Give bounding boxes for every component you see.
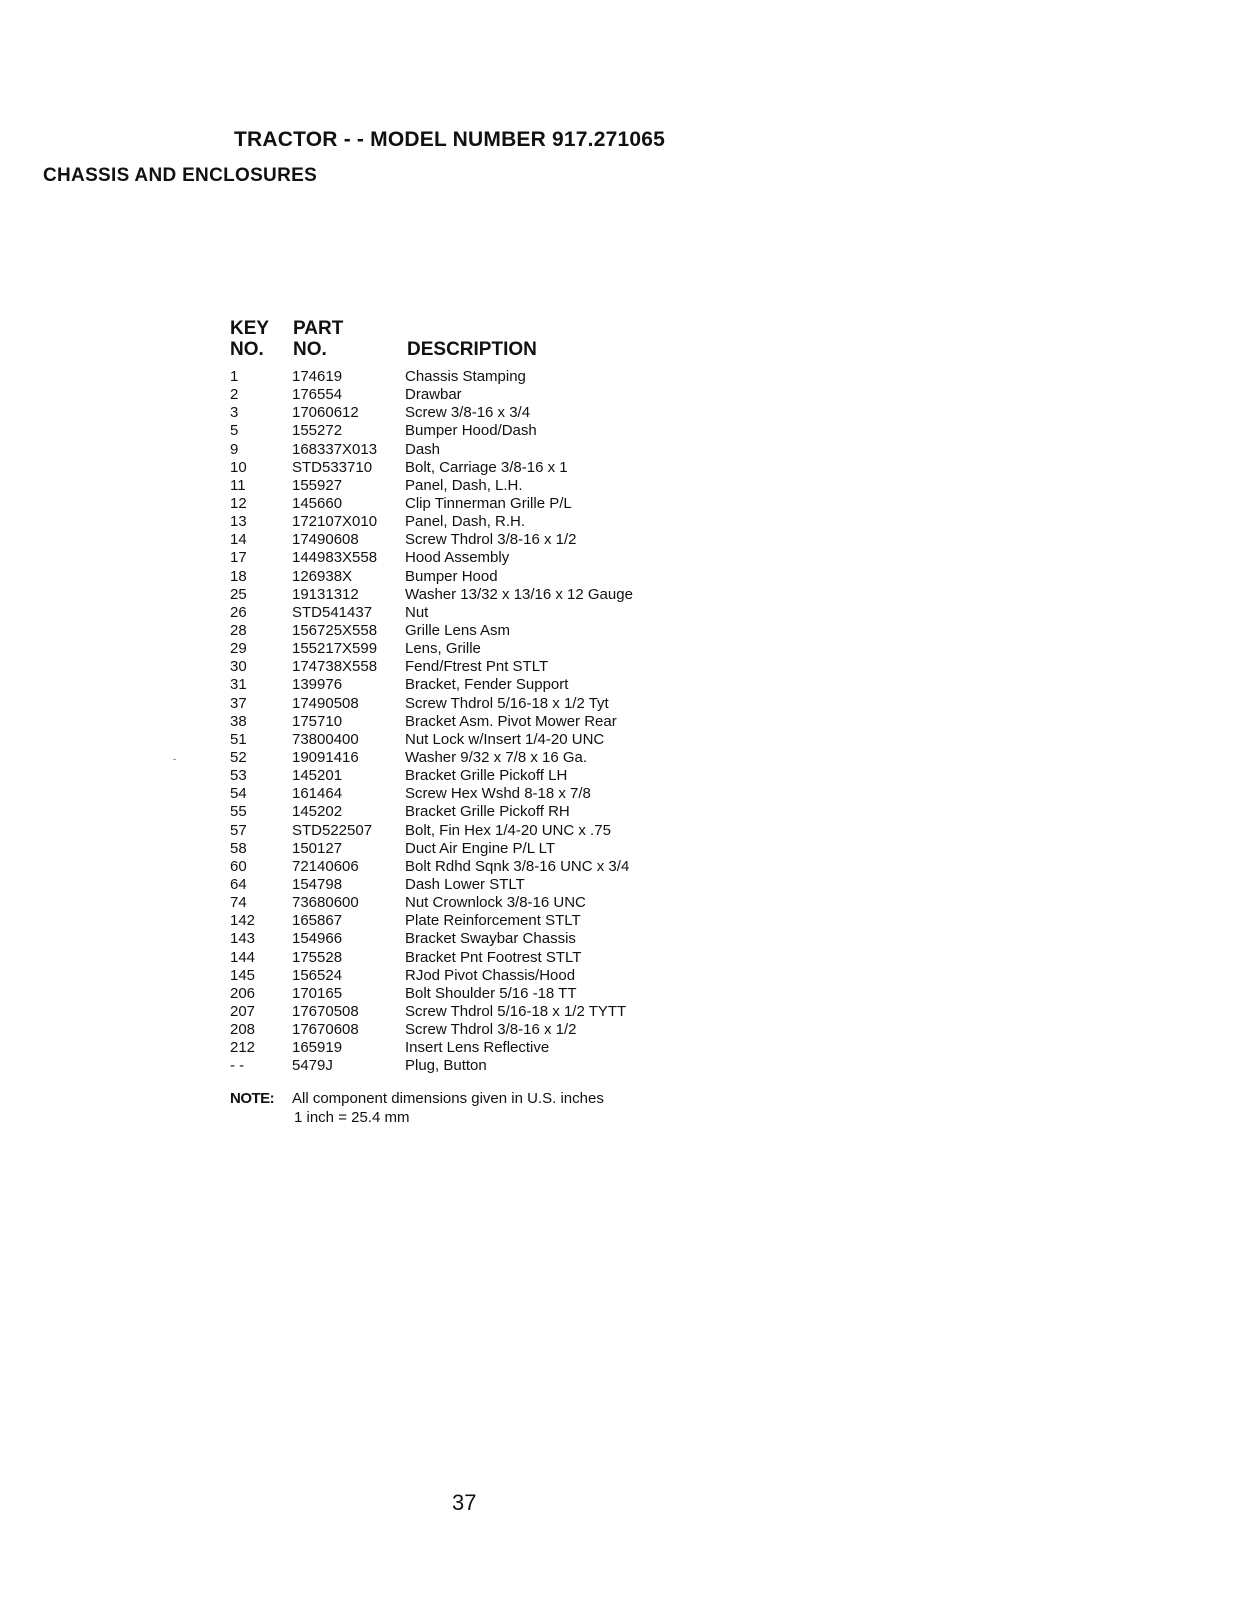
part-no-cell: 168337X013 (292, 440, 378, 458)
key-no-cell: 10 (230, 458, 247, 476)
description-cell: Panel, Dash, R.H. (405, 513, 526, 531)
key-no-cell: 31 (230, 676, 247, 694)
part-no-cell: 175710 (292, 712, 343, 730)
description-cell: Bracket Grille Pickoff RH (405, 803, 570, 821)
key-no-cell: 142 (230, 912, 256, 930)
part-no-cell: 145660 (292, 494, 343, 512)
key-no-header (230, 318, 269, 360)
part-no-cell: 176554 (292, 386, 343, 404)
part-no-cell: 155217X599 (292, 640, 378, 658)
description-cell: Bolt Shoulder 5/16 -18 TT (405, 984, 577, 1002)
part-no-cell: 5479J (292, 1057, 333, 1075)
description-cell: Dash (405, 440, 441, 458)
key-no-cell: 37 (230, 694, 247, 712)
key-no-cell: 64 (230, 875, 247, 893)
description-cell: Bolt Rdhd Sqnk 3/8-16 UNC x 3/4 (405, 857, 630, 875)
scan-speck (173, 759, 176, 760)
key-no-cell: 14 (230, 531, 247, 549)
key-no-cell: 26 (230, 603, 247, 621)
description-cell: Dash Lower STLT (405, 875, 525, 893)
part-no-cell: 165919 (292, 1039, 343, 1057)
key-no-cell: 144 (230, 948, 256, 966)
part-no-cell: 161464 (292, 785, 343, 803)
key-header-line2: NO. (230, 339, 264, 360)
part-no-cell: 145202 (292, 803, 343, 821)
description-cell: Hood Assembly (405, 549, 510, 567)
part-no-cell: 175528 (292, 948, 343, 966)
key-no-cell: 17 (230, 549, 247, 567)
part-no-cell: STD522507 (292, 821, 373, 839)
key-no-cell: 5 (230, 422, 239, 440)
key-no-cell: 207 (230, 1002, 256, 1020)
part-no-cell: 126938X (292, 567, 353, 585)
part-header-line1: PART (293, 318, 344, 339)
description-cell: Bolt, Carriage 3/8-16 x 1 (405, 458, 568, 476)
description-cell: Bumper Hood (405, 567, 498, 585)
description-cell: Washer 9/32 x 7/8 x 16 Ga. (405, 748, 588, 766)
key-no-cell: 60 (230, 857, 247, 875)
part-no-cell: 155272 (292, 422, 343, 440)
description-cell: Plate Reinforcement STLT (405, 912, 581, 930)
description-cell: Bracket Swaybar Chassis (405, 930, 576, 948)
description-cell: Lens, Grille (405, 640, 481, 658)
key-no-cell: 18 (230, 567, 247, 585)
part-no-cell: 154798 (292, 875, 343, 893)
part-no-cell: 154966 (292, 930, 343, 948)
description-cell: Bumper Hood/Dash (405, 422, 537, 440)
key-no-cell: 38 (230, 712, 247, 730)
section-title: CHASSIS AND ENCLOSURES (43, 165, 318, 186)
description-cell: Fend/Ftrest Pnt STLT (405, 658, 549, 676)
part-no-cell: 145201 (292, 767, 343, 785)
description-cell: Plug, Button (405, 1057, 487, 1075)
part-no-cell: 17670608 (292, 1021, 359, 1039)
key-no-cell: 58 (230, 839, 247, 857)
note-line-1: All component dimensions given in U.S. inches (292, 1090, 604, 1107)
note-label: NOTE: (230, 1090, 275, 1107)
part-no-cell: 17060612 (292, 404, 359, 422)
key-no-cell: 11 (230, 476, 246, 494)
description-cell: Bracket Grille Pickoff LH (405, 767, 568, 785)
key-no-cell: 74 (230, 894, 247, 912)
part-no-cell: 174738X558 (292, 658, 378, 676)
description-cell: Washer 13/32 x 13/16 x 12 Gauge (405, 585, 633, 603)
description-cell: Nut Lock w/Insert 1/4-20 UNC (405, 730, 605, 748)
key-no-cell: 208 (230, 1021, 256, 1039)
key-no-cell: 55 (230, 803, 247, 821)
key-no-cell: 29 (230, 640, 247, 658)
description-cell: Nut (405, 603, 429, 621)
description-cell: Screw Thdrol 3/8-16 x 1/2 (405, 1021, 577, 1039)
description-cell: Insert Lens Reflective (405, 1039, 550, 1057)
key-no-cell: 12 (230, 494, 247, 512)
description-cell: Screw Thdrol 5/16-18 x 1/2 TYTT (405, 1002, 627, 1020)
key-no-cell: 54 (230, 785, 247, 803)
key-no-cell: 52 (230, 748, 247, 766)
description-cell: Grille Lens Asm (405, 621, 511, 639)
key-no-cell: 1 (230, 368, 239, 385)
part-no-cell: 172107X010 (292, 513, 378, 531)
part-no-cell: 156524 (292, 966, 343, 984)
part-no-cell: 150127 (292, 839, 343, 857)
description-cell: Screw Thdrol 5/16-18 x 1/2 Tyt (405, 694, 609, 712)
key-no-cell: 143 (230, 930, 256, 948)
part-no-cell: 174619 (292, 368, 343, 385)
part-no-cell: 139976 (292, 676, 343, 694)
description-cell: Bracket Pnt Footrest STLT (405, 948, 582, 966)
description-cell: Bracket, Fender Support (405, 676, 569, 694)
part-no-cell: 19091416 (292, 748, 359, 766)
part-no-cell: 73680600 (292, 894, 359, 912)
description-cell: Duct Air Engine P/L LT (405, 839, 556, 857)
description-cell: Nut Crownlock 3/8-16 UNC (405, 894, 586, 912)
part-no-cell: 73800400 (292, 730, 359, 748)
page-number: 37 (452, 1490, 477, 1515)
description-cell: Screw 3/8-16 x 3/4 (405, 404, 531, 422)
key-no-cell: 57 (230, 821, 247, 839)
description-cell: Screw Hex Wshd 8-18 x 7/8 (405, 785, 591, 803)
page-title: TRACTOR - - MODEL NUMBER 917.271065 (234, 128, 665, 151)
key-no-cell: - - (230, 1057, 245, 1075)
description-cell: Chassis Stamping (405, 368, 526, 385)
description-cell: Bracket Asm. Pivot Mower Rear (405, 712, 617, 730)
description-cell: Clip Tinnerman Grille P/L (405, 494, 572, 512)
key-no-cell: 2 (230, 386, 239, 404)
key-no-cell: 30 (230, 658, 247, 676)
part-no-cell: 165867 (292, 912, 343, 930)
key-no-cell: 13 (230, 513, 247, 531)
description-cell: RJod Pivot Chassis/Hood (405, 966, 576, 984)
key-no-cell: 206 (230, 984, 256, 1002)
key-no-cell: 212 (230, 1039, 256, 1057)
key-header-line1: KEY (230, 318, 270, 339)
description-cell: Screw Thdrol 3/8-16 x 1/2 (405, 531, 577, 549)
key-no-cell: 28 (230, 621, 247, 639)
description-cell: Drawbar (405, 386, 462, 404)
part-no-cell: 17670508 (292, 1002, 359, 1020)
part-no-cell: STD541437 (292, 603, 373, 621)
key-no-cell: 53 (230, 767, 247, 785)
key-no-cell: 51 (230, 730, 247, 748)
part-no-cell: STD533710 (292, 458, 373, 476)
part-no-cell: 144983X558 (292, 549, 378, 567)
part-no-cell: 170165 (292, 984, 343, 1002)
part-no-cell: 155927 (292, 476, 343, 494)
description-header: DESCRIPTION (407, 339, 537, 360)
part-no-header (293, 318, 343, 360)
description-cell: Panel, Dash, L.H. (405, 476, 523, 494)
key-no-cell: 3 (230, 404, 239, 422)
key-no-cell: 9 (230, 440, 239, 458)
part-no-cell: 19131312 (292, 585, 359, 603)
part-no-cell: 17490508 (292, 694, 359, 712)
part-no-cell: 72140606 (292, 857, 359, 875)
key-no-cell: 25 (230, 585, 247, 603)
part-header-line2: NO. (293, 339, 327, 360)
part-no-cell: 17490608 (292, 531, 359, 549)
description-cell: Bolt, Fin Hex 1/4-20 UNC x .75 (405, 821, 611, 839)
key-no-cell: 145 (230, 966, 256, 984)
note-line-2: 1 inch = 25.4 mm (294, 1109, 410, 1126)
part-no-cell: 156725X558 (292, 621, 378, 639)
